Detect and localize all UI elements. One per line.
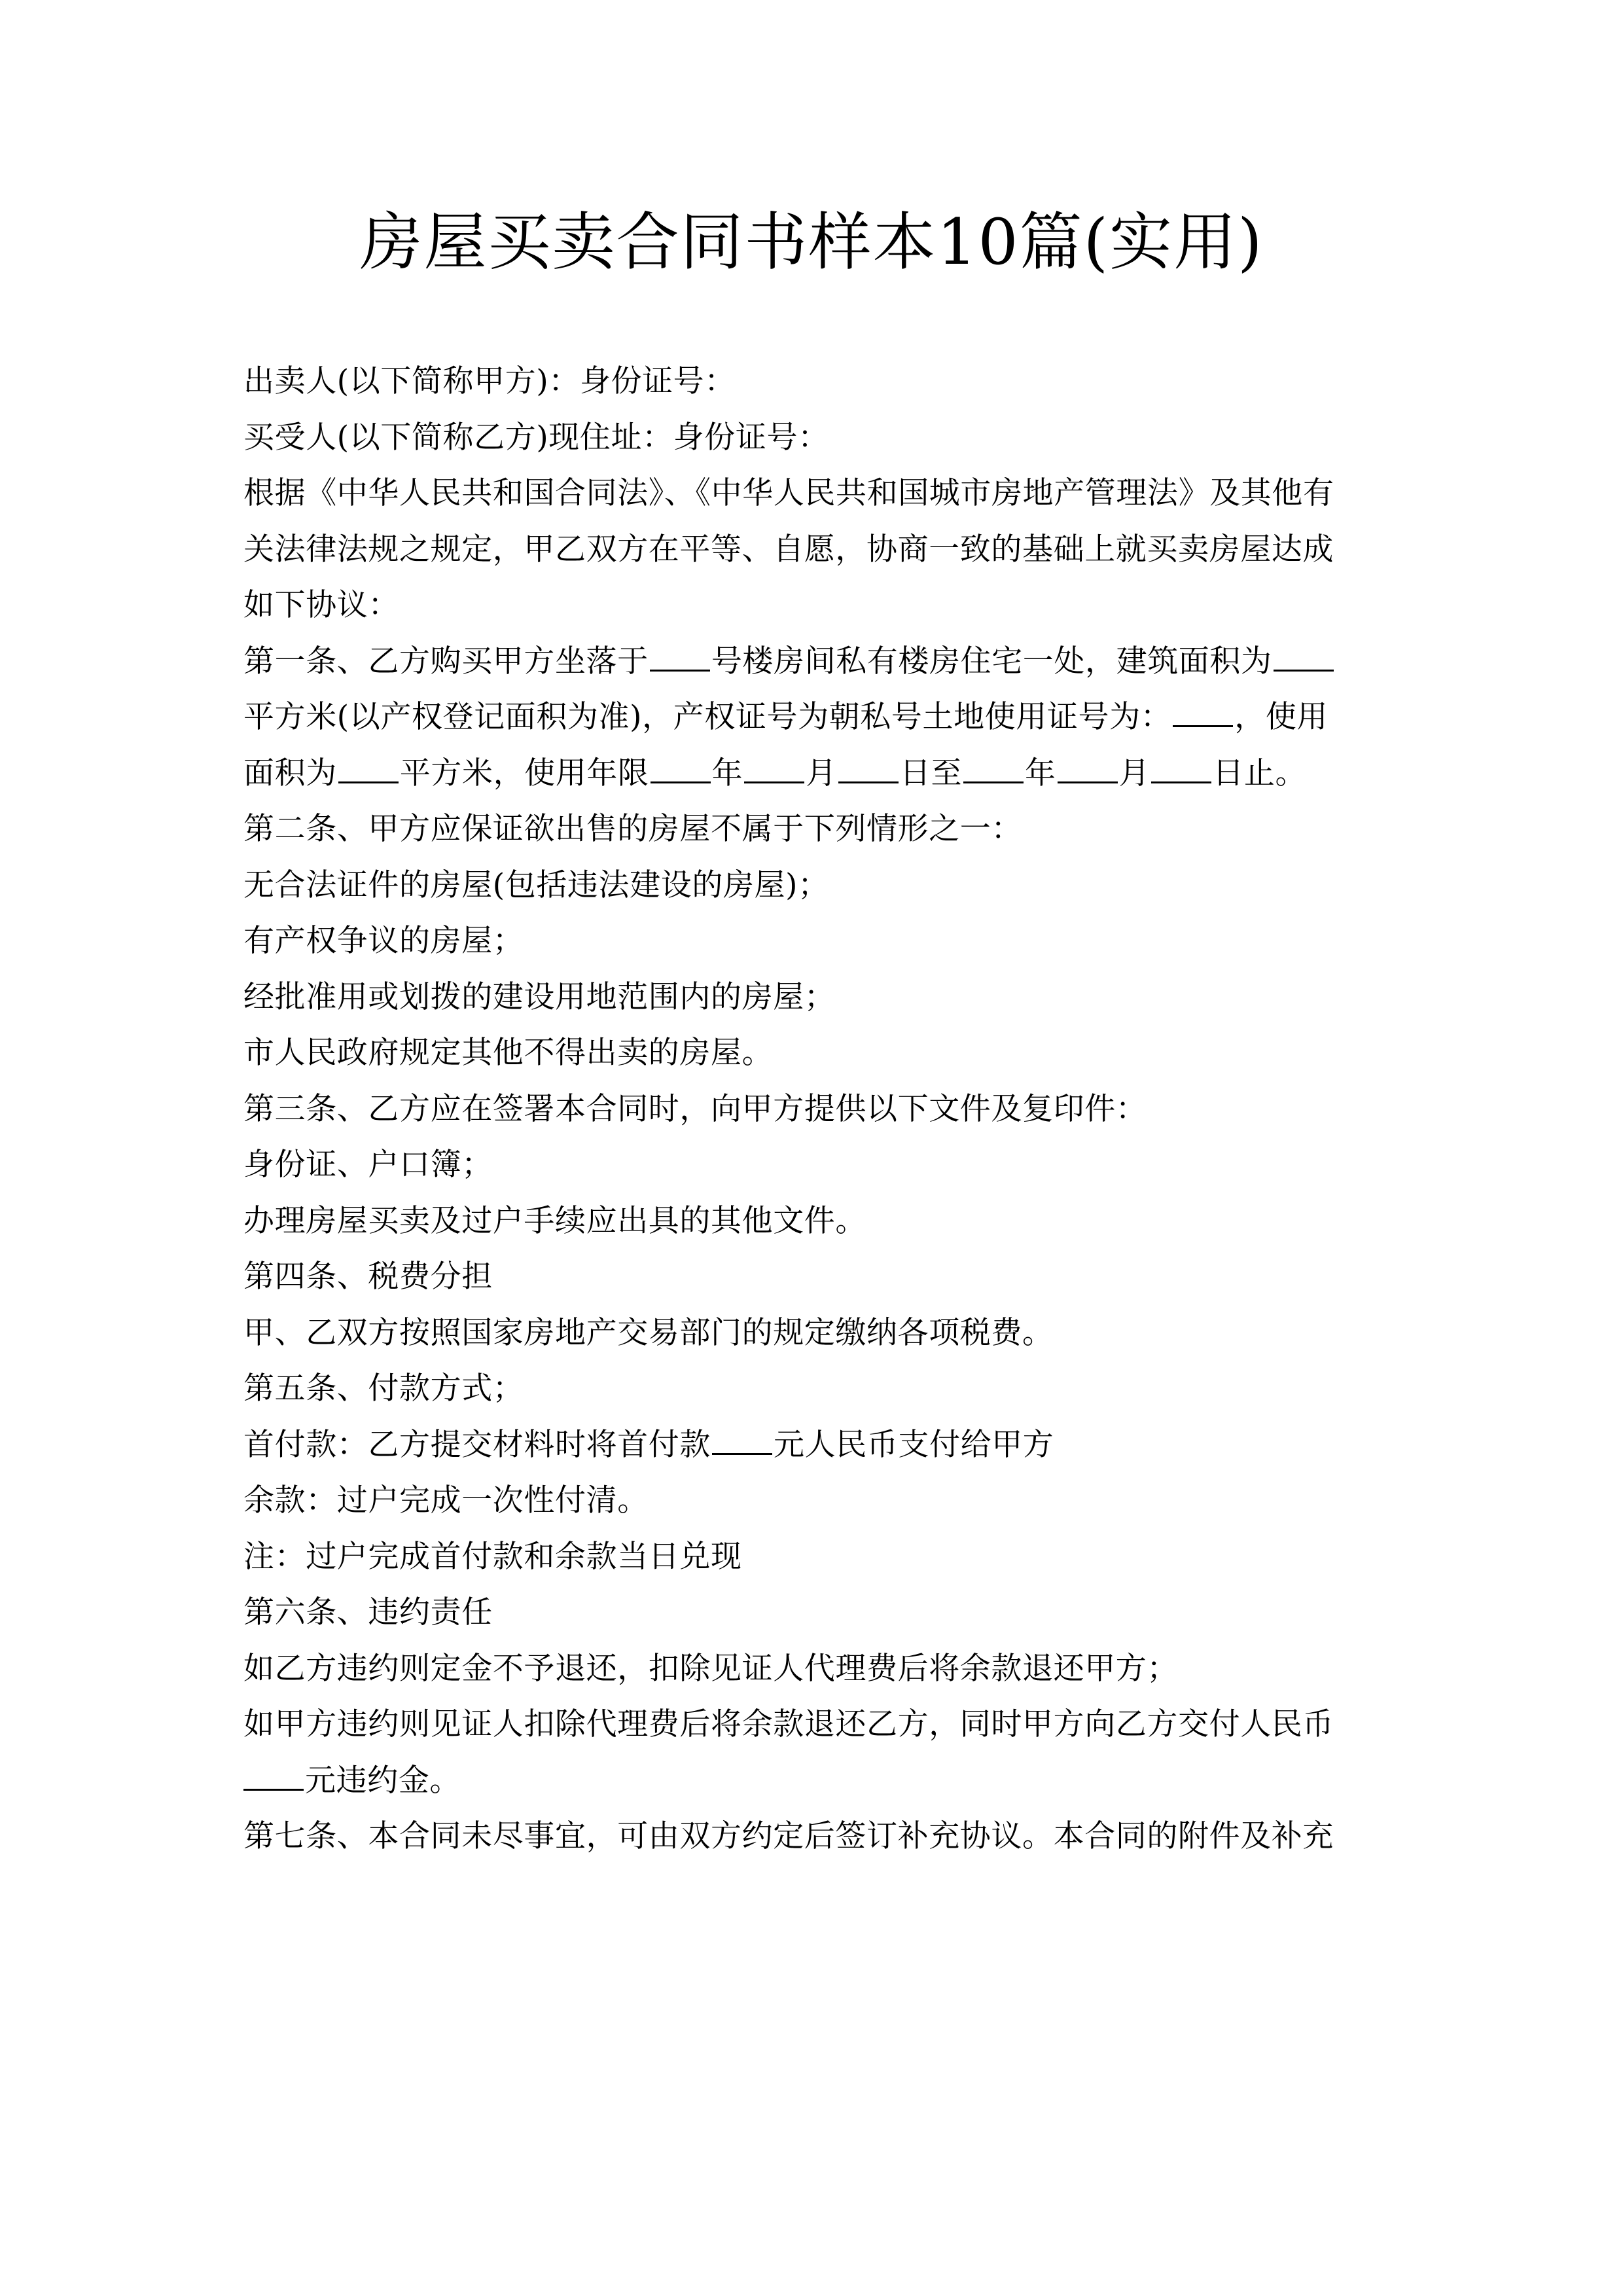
article-7-line: [243, 1808, 1385, 1865]
text: 第六条、违约责任: [243, 1594, 493, 1630]
text: 如甲方违约则见证人扣除代理费后将余款退还乙方，同时甲方向乙方交付人民币: [243, 1706, 1334, 1742]
fill-blank[interactable]: [650, 641, 710, 671]
fill-blank[interactable]: [712, 1425, 772, 1454]
buyer-line: [243, 410, 1385, 466]
text: 月: [806, 755, 837, 791]
text: 年: [711, 755, 743, 791]
list-item: [243, 969, 1385, 1026]
list-item: [243, 1193, 1385, 1249]
article-6-heading: [243, 1585, 1385, 1641]
text: 年: [1025, 755, 1056, 791]
paragraph: [243, 1473, 1385, 1529]
paragraph: [243, 1417, 1385, 1473]
list-item: [243, 1137, 1385, 1193]
text: 根据《中华人民共和国合同法》、《中华人民共和国城市房地产管理法》及其他有: [243, 475, 1334, 511]
text: 余款：过户完成一次性付清。: [243, 1482, 649, 1518]
text: 第三条、乙方应在签署本合同时，向甲方提供以下文件及复印件：: [243, 1090, 1147, 1127]
fill-blank[interactable]: [1173, 698, 1233, 727]
text: 首付款：乙方提交材料时将首付款: [243, 1426, 711, 1463]
text: 第一条、乙方购买甲方坐落于: [243, 643, 649, 679]
text: 元违约金。: [305, 1762, 461, 1799]
fill-blank[interactable]: [1151, 753, 1211, 783]
text: 第五条、付款方式；: [243, 1371, 524, 1407]
fill-blank[interactable]: [651, 753, 711, 783]
fill-blank[interactable]: [963, 753, 1024, 783]
article-3-heading: [243, 1081, 1385, 1138]
text: 第二条、甲方应保证欲出售的房屋不属于下列情形之一：: [243, 811, 1022, 847]
fill-blank[interactable]: [744, 753, 804, 783]
preamble-line: [243, 522, 1385, 578]
paragraph: [243, 1753, 1385, 1809]
text: 市人民政府规定其他不得出卖的房屋。: [243, 1035, 774, 1071]
paragraph: [243, 1641, 1385, 1697]
fill-blank[interactable]: [1058, 753, 1118, 783]
article-1-line: [243, 634, 1385, 690]
preamble-line: [243, 577, 1385, 634]
text: 办理房屋买卖及过户手续应出具的其他文件。: [243, 1202, 866, 1239]
text: 平方米(以产权登记面积为准)，产权证号为朝私号土地使用证号为：: [243, 699, 1172, 735]
text: 如乙方违约则定金不予退还，扣除见证人代理费后将余款退还甲方；: [243, 1650, 1178, 1687]
preamble-line: [243, 465, 1385, 522]
text: 如下协议：: [243, 587, 399, 623]
text: 元人民币支付给甲方: [774, 1426, 1054, 1463]
text: 买受人(以下简称乙方)现住址：身份证号：: [243, 419, 829, 456]
text: 第七条、本合同未尽事宜，可由双方约定后签订补充协议。本合同的附件及补充: [243, 1818, 1334, 1854]
text: 经批准用或划拨的建设用地范围内的房屋；: [243, 978, 836, 1015]
text: 出卖人(以下简称甲方)：身份证号：: [243, 363, 736, 399]
text: ，使用: [1234, 699, 1329, 735]
text: 日止。: [1213, 755, 1307, 791]
text: 甲、乙双方按照国家房地产交易部门的规定缴纳各项税费。: [243, 1314, 1054, 1351]
fill-blank[interactable]: [338, 753, 399, 783]
text: 月: [1118, 755, 1150, 791]
text: 身份证、户口簿；: [243, 1147, 493, 1183]
text: 关法律法规之规定，甲乙双方在平等、自愿，协商一致的基础上就买卖房屋达成: [243, 531, 1334, 567]
article-1-line: [243, 745, 1385, 802]
article-5-heading: [243, 1361, 1385, 1417]
list-item: [243, 857, 1385, 914]
document-body: [243, 353, 1385, 1865]
text: 号楼房间私有楼房住宅一处，建筑面积为: [711, 643, 1272, 679]
text: 平方米，使用年限: [399, 755, 649, 791]
text: 第四条、税费分担: [243, 1259, 493, 1295]
fill-blank[interactable]: [243, 1761, 304, 1790]
text: 注：过户完成首付款和余款当日兑现: [243, 1538, 742, 1575]
fill-blank[interactable]: [838, 753, 899, 783]
paragraph: [243, 1696, 1385, 1753]
fill-blank[interactable]: [1274, 641, 1334, 671]
list-item: [243, 913, 1385, 969]
text: 面积为: [243, 755, 337, 791]
list-item: [243, 1025, 1385, 1081]
paragraph: [243, 1529, 1385, 1585]
paragraph: [243, 1305, 1385, 1361]
seller-line: [243, 353, 1385, 410]
text: 日至: [899, 755, 963, 791]
article-4-heading: [243, 1249, 1385, 1305]
article-2-heading: [243, 801, 1385, 857]
article-1-line: [243, 689, 1385, 745]
document-title: 房屋买卖合同书样本10篇(实用): [359, 206, 1264, 279]
text: 有产权争议的房屋；: [243, 923, 524, 959]
text: 无合法证件的房屋(包括违法建设的房屋)；: [243, 867, 829, 903]
